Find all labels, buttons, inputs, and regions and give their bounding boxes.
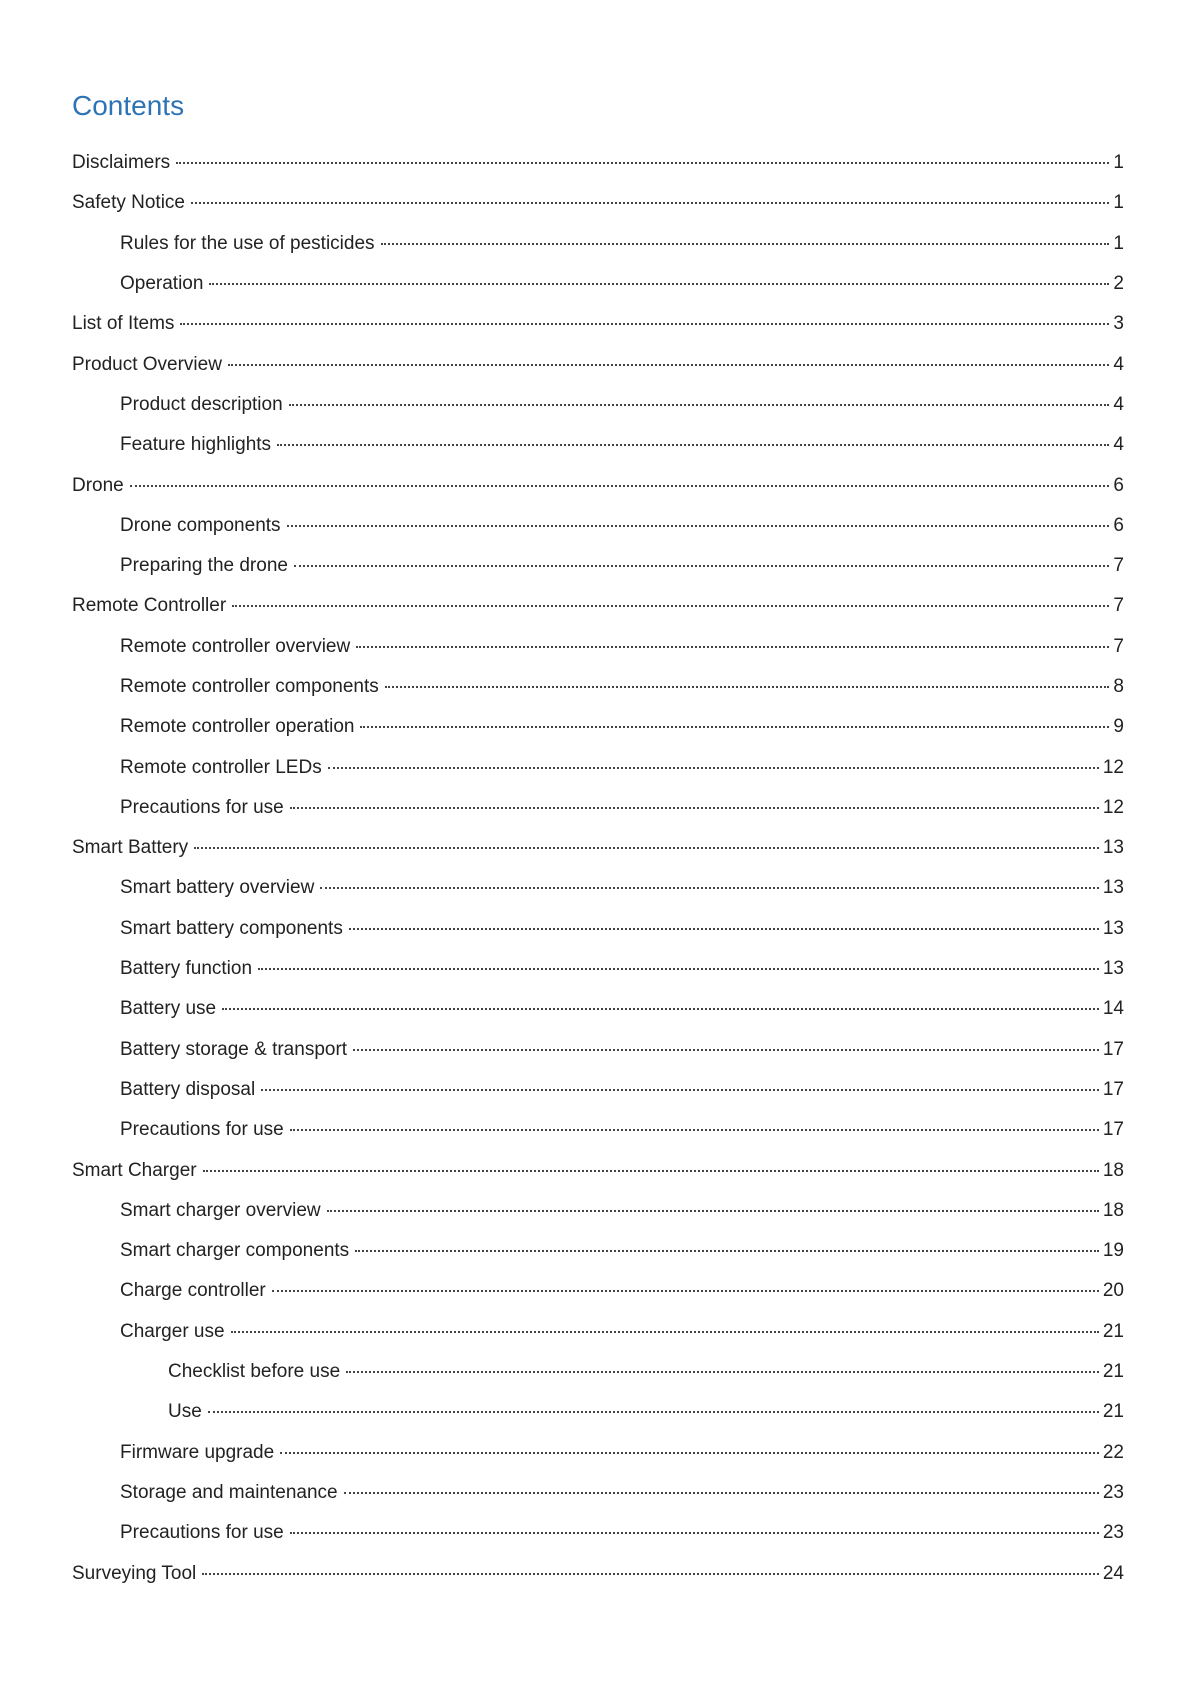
toc-entry-line <box>120 917 1124 941</box>
toc-entry-page-number: 13 <box>1102 958 1124 980</box>
toc-entry-line <box>120 756 1124 780</box>
toc-entry-page-number: 18 <box>1102 1159 1124 1181</box>
dot-leader <box>289 404 1110 406</box>
toc-entry-label: Storage and maintenance <box>120 1481 342 1505</box>
toc-entry-label: Battery storage & transport <box>120 1038 351 1062</box>
toc-entry-page-number: 12 <box>1102 796 1124 818</box>
toc-entry-line <box>168 1360 1124 1384</box>
dot-leader <box>287 525 1110 527</box>
dot-leader <box>272 1290 1099 1292</box>
toc-entry-label: Checklist before use <box>168 1360 344 1384</box>
toc-entry[interactable] <box>0 1312 1191 1352</box>
toc-entry-page-number: 1 <box>1113 152 1124 174</box>
toc-entry[interactable] <box>0 909 1191 949</box>
toc-entry-label: Surveying Tool <box>72 1562 200 1586</box>
toc-entry-page-number: 21 <box>1102 1361 1124 1383</box>
toc-entry-label: List of Items <box>72 312 178 336</box>
toc-entry-line <box>72 353 1124 377</box>
dot-leader <box>228 364 1109 366</box>
toc-entry-page-number: 4 <box>1113 393 1124 415</box>
dot-leader <box>346 1371 1099 1373</box>
toc-entry-page-number: 22 <box>1102 1441 1124 1463</box>
toc-entry-line <box>120 514 1124 538</box>
toc-entry-label: Disclaimers <box>72 151 174 175</box>
toc-title: Contents <box>72 90 185 121</box>
toc-entry-label: Smart battery components <box>120 917 347 941</box>
dot-leader <box>320 887 1099 889</box>
toc-entry[interactable] <box>0 1352 1191 1392</box>
dot-leader <box>203 1170 1099 1172</box>
toc-entry-page-number: 13 <box>1102 917 1124 939</box>
toc-entry-page-number: 17 <box>1102 1078 1124 1100</box>
toc-entry[interactable] <box>0 264 1191 304</box>
toc-entry-line <box>72 151 1124 175</box>
toc-entry[interactable] <box>0 183 1191 223</box>
toc-entry-label: Feature highlights <box>120 433 275 457</box>
toc-entry-line <box>120 272 1124 296</box>
dot-leader <box>180 323 1109 325</box>
toc-entry-page-number: 2 <box>1113 273 1124 295</box>
dot-leader <box>231 1331 1099 1333</box>
toc-entry[interactable] <box>0 465 1191 505</box>
toc-entry-page-number: 20 <box>1102 1280 1124 1302</box>
toc-entry[interactable] <box>0 667 1191 707</box>
toc-entry-line <box>168 1400 1124 1424</box>
toc-entry-line <box>72 594 1124 618</box>
toc-entry-line <box>120 1441 1124 1465</box>
toc-entry-line <box>120 554 1124 578</box>
toc-entry-page-number: 17 <box>1102 1119 1124 1141</box>
dot-leader <box>385 686 1110 688</box>
toc-entry[interactable] <box>0 1473 1191 1513</box>
toc-entry-label: Drone <box>72 474 128 498</box>
toc-entry-line <box>120 997 1124 1021</box>
toc-entry-page-number: 9 <box>1113 716 1124 738</box>
toc-entry-page-number: 18 <box>1102 1199 1124 1221</box>
toc-entry-label: Remote controller operation <box>120 715 358 739</box>
toc-entry-page-number: 3 <box>1113 313 1124 335</box>
toc-entry[interactable] <box>0 1150 1191 1190</box>
toc-entry-line <box>120 1118 1124 1142</box>
toc-entry-label: Product Overview <box>72 353 226 377</box>
dot-leader <box>355 1250 1099 1252</box>
toc-entry-page-number: 7 <box>1113 635 1124 657</box>
toc-entry[interactable] <box>0 1231 1191 1271</box>
dot-leader <box>258 968 1099 970</box>
toc-entry-page-number: 19 <box>1102 1240 1124 1262</box>
dot-leader <box>353 1049 1099 1051</box>
toc-entry[interactable] <box>0 304 1191 344</box>
toc-entry[interactable] <box>0 828 1191 868</box>
toc-entry-line <box>120 1199 1124 1223</box>
dot-leader <box>130 485 1110 487</box>
toc-entry[interactable] <box>0 1191 1191 1231</box>
toc-entry[interactable] <box>0 1553 1191 1593</box>
table-of-contents <box>0 143 1191 1594</box>
dot-leader <box>277 444 1109 446</box>
toc-entry-line <box>120 1078 1124 1102</box>
dot-leader <box>356 646 1109 648</box>
toc-entry-page-number: 24 <box>1102 1562 1124 1584</box>
toc-entry-line <box>120 1239 1124 1263</box>
toc-entry-line <box>120 876 1124 900</box>
toc-entry-label: Precautions for use <box>120 1521 288 1545</box>
toc-entry-line <box>120 796 1124 820</box>
toc-entry[interactable] <box>0 627 1191 667</box>
toc-entry-page-number: 1 <box>1113 192 1124 214</box>
toc-entry[interactable] <box>0 586 1191 626</box>
toc-entry[interactable] <box>0 707 1191 747</box>
toc-entry-line <box>72 312 1124 336</box>
dot-leader <box>191 202 1109 204</box>
toc-entry-page-number: 23 <box>1102 1481 1124 1503</box>
toc-entry[interactable] <box>0 788 1191 828</box>
toc-entry-line <box>120 715 1124 739</box>
toc-entry-line <box>120 232 1124 256</box>
toc-entry[interactable] <box>0 143 1191 183</box>
toc-entry-line <box>120 1320 1124 1344</box>
toc-entry-label: Precautions for use <box>120 1118 288 1142</box>
toc-entry-label: Firmware upgrade <box>120 1441 278 1465</box>
toc-entry[interactable] <box>0 1110 1191 1150</box>
toc-entry-label: Battery disposal <box>120 1078 259 1102</box>
toc-entry-label: Battery use <box>120 997 220 1021</box>
toc-entry-page-number: 4 <box>1113 353 1124 375</box>
toc-entry-label: Charge controller <box>120 1279 270 1303</box>
toc-entry[interactable] <box>0 989 1191 1029</box>
toc-entry-page-number: 21 <box>1102 1401 1124 1423</box>
dot-leader <box>232 605 1109 607</box>
toc-entry-page-number: 17 <box>1102 1038 1124 1060</box>
dot-leader <box>208 1411 1099 1413</box>
toc-entry-line <box>72 1159 1124 1183</box>
toc-entry[interactable] <box>0 224 1191 264</box>
toc-entry-page-number: 7 <box>1113 555 1124 577</box>
toc-entry-page-number: 6 <box>1113 474 1124 496</box>
dot-leader <box>327 1210 1099 1212</box>
toc-entry-label: Smart charger components <box>120 1239 353 1263</box>
toc-entry-page-number: 13 <box>1102 877 1124 899</box>
toc-entry[interactable] <box>0 1433 1191 1473</box>
toc-entry-page-number: 8 <box>1113 676 1124 697</box>
dot-leader <box>381 243 1110 245</box>
toc-entry-page-number: 21 <box>1102 1320 1124 1342</box>
toc-entry[interactable] <box>0 1392 1191 1432</box>
toc-entry-line <box>120 1481 1124 1505</box>
toc-entry-line <box>72 474 1124 498</box>
toc-entry-label: Remote controller overview <box>120 635 354 659</box>
toc-entry-line <box>120 635 1124 659</box>
toc-entry[interactable] <box>0 868 1191 908</box>
toc-entry-label: Preparing the drone <box>120 554 292 578</box>
toc-entry-label: Rules for the use of pesticides <box>120 232 379 256</box>
dot-leader <box>290 1129 1099 1131</box>
dot-leader <box>290 1532 1099 1534</box>
toc-entry-line <box>120 957 1124 981</box>
toc-entry-label: Smart Charger <box>72 1159 201 1183</box>
toc-entry-label: Smart charger overview <box>120 1199 325 1223</box>
dot-leader <box>290 807 1099 809</box>
dot-leader <box>222 1008 1099 1010</box>
toc-entry-label: Battery function <box>120 957 256 981</box>
toc-entry-label: Smart Battery <box>72 836 192 860</box>
toc-entry-line <box>72 836 1124 860</box>
dot-leader <box>360 726 1109 728</box>
toc-entry[interactable] <box>0 425 1191 465</box>
toc-entry-label: Drone components <box>120 514 285 538</box>
toc-entry-page-number: 6 <box>1113 514 1124 536</box>
toc-entry-label: Remote controller components <box>120 675 383 699</box>
toc-entry-label: Use <box>168 1400 206 1424</box>
dot-leader <box>209 283 1109 285</box>
toc-entry-page-number: 13 <box>1102 837 1124 859</box>
toc-entry[interactable] <box>0 1271 1191 1311</box>
dot-leader <box>202 1573 1099 1575</box>
toc-entry-line <box>120 433 1124 457</box>
toc-entry[interactable] <box>0 1513 1191 1553</box>
dot-leader <box>176 162 1109 164</box>
toc-entry-label: Remote Controller <box>72 594 230 618</box>
toc-entry[interactable] <box>0 949 1191 989</box>
toc-entry-page-number: 23 <box>1102 1522 1124 1544</box>
toc-entry-line <box>120 1038 1124 1062</box>
toc-entry-label: Precautions for use <box>120 796 288 820</box>
toc-entry[interactable] <box>0 385 1191 425</box>
toc-entry-label: Smart battery overview <box>120 876 318 900</box>
toc-entry-line <box>72 191 1124 215</box>
toc-entry[interactable] <box>0 747 1191 787</box>
toc-entry[interactable] <box>0 1030 1191 1070</box>
dot-leader <box>194 847 1099 849</box>
dot-leader <box>280 1452 1099 1454</box>
toc-entry-label: Operation <box>120 272 207 296</box>
toc-entry-line <box>120 393 1124 417</box>
toc-entry-label: Charger use <box>120 1320 229 1344</box>
toc-entry-page-number: 14 <box>1102 998 1124 1020</box>
dot-leader <box>344 1492 1099 1494</box>
toc-entry-page-number: 7 <box>1113 595 1124 617</box>
toc-entry-label: Product description <box>120 393 287 417</box>
toc-entry-line <box>120 675 1124 699</box>
toc-entry-line <box>120 1521 1124 1545</box>
dot-leader <box>328 767 1099 769</box>
dot-leader <box>349 928 1099 930</box>
toc-entry-page-number: 4 <box>1113 434 1124 456</box>
dot-leader <box>294 565 1109 567</box>
toc-entry[interactable] <box>0 546 1191 586</box>
toc-entry[interactable] <box>0 1070 1191 1110</box>
toc-entry-line <box>72 1562 1124 1586</box>
toc-entry[interactable] <box>0 506 1191 546</box>
toc-entry-label: Remote controller LEDs <box>120 756 326 780</box>
toc-entry[interactable] <box>0 344 1191 384</box>
toc-entry-page-number: 12 <box>1102 756 1124 778</box>
toc-entry-line <box>120 1279 1124 1303</box>
toc-entry-label: Safety Notice <box>72 191 189 215</box>
toc-entry-page-number: 1 <box>1113 232 1124 254</box>
dot-leader <box>261 1089 1099 1091</box>
